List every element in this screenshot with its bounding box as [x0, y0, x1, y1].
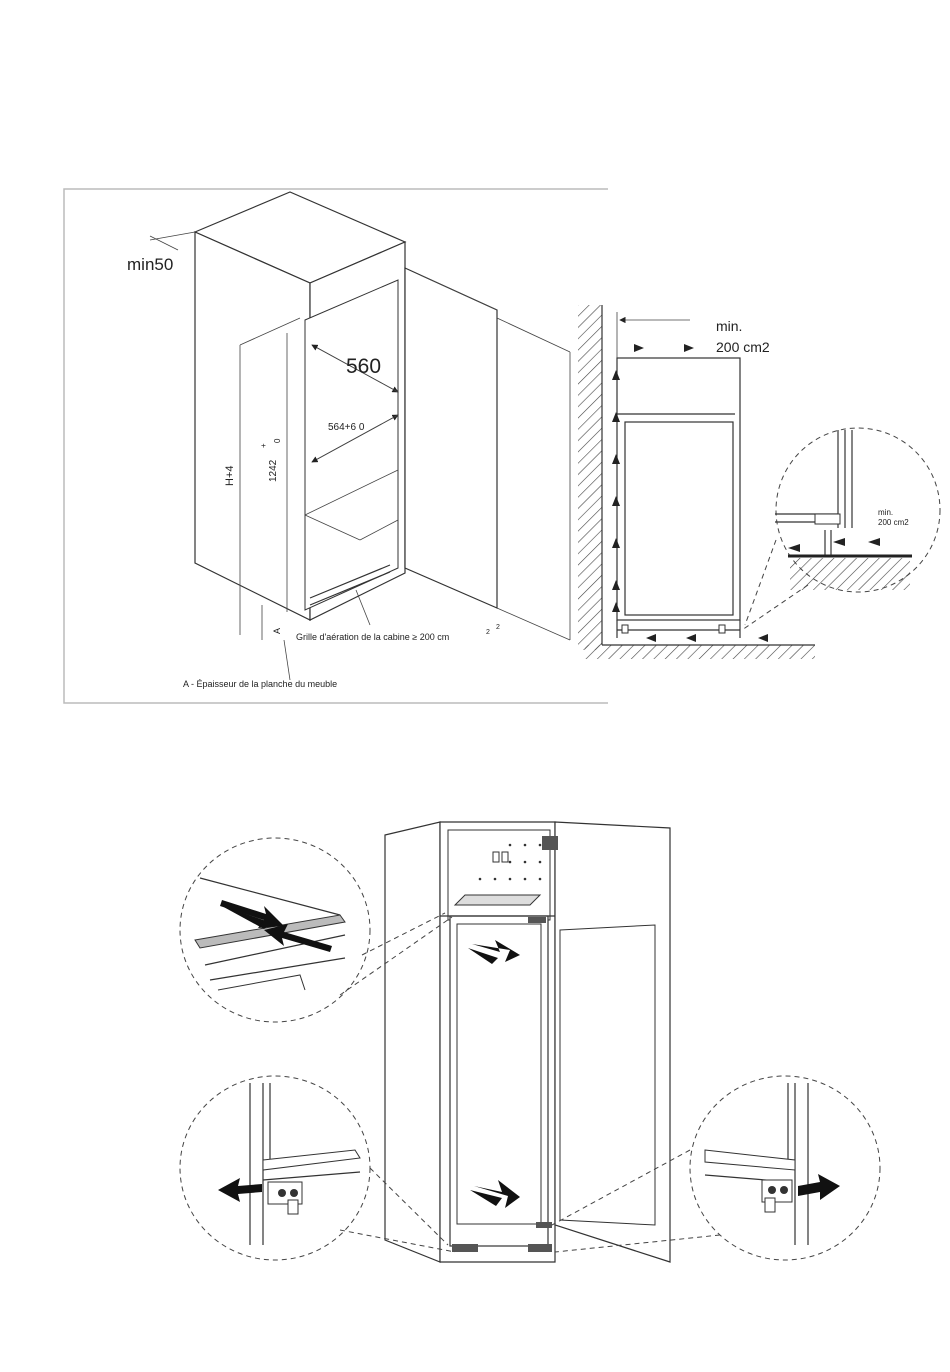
label-grille: Grille d'aération de la cabine ≥ 200 cm: [296, 632, 450, 642]
label-h4: H+4: [224, 465, 236, 486]
label-560: 560: [346, 355, 382, 378]
top-figure: [64, 189, 940, 703]
label-1242: 1242: [268, 459, 279, 482]
bottom-figure: [180, 822, 880, 1262]
detail-label-200: 200 cm2: [878, 518, 909, 527]
side-label-min: min.: [716, 318, 743, 334]
cabinet-drawing: [150, 192, 570, 680]
label-564: 564+6 0: [328, 422, 365, 433]
label-a: A: [272, 627, 282, 634]
label-grille-sup1: 2: [486, 629, 490, 636]
label-grille-sup2: 2: [496, 624, 500, 631]
fridge-cabinet: [385, 822, 670, 1262]
label-1242-plus: +: [259, 443, 268, 448]
label-1242-zero: 0: [273, 438, 282, 443]
side-ventilation-drawing: [578, 305, 940, 659]
detail-label-min: min.: [878, 508, 894, 517]
side-label-200: 200 cm2: [716, 339, 770, 355]
label-epaisseur: A - Épaisseur de la planche du meuble: [183, 679, 338, 689]
label-min50: min50: [127, 255, 174, 274]
